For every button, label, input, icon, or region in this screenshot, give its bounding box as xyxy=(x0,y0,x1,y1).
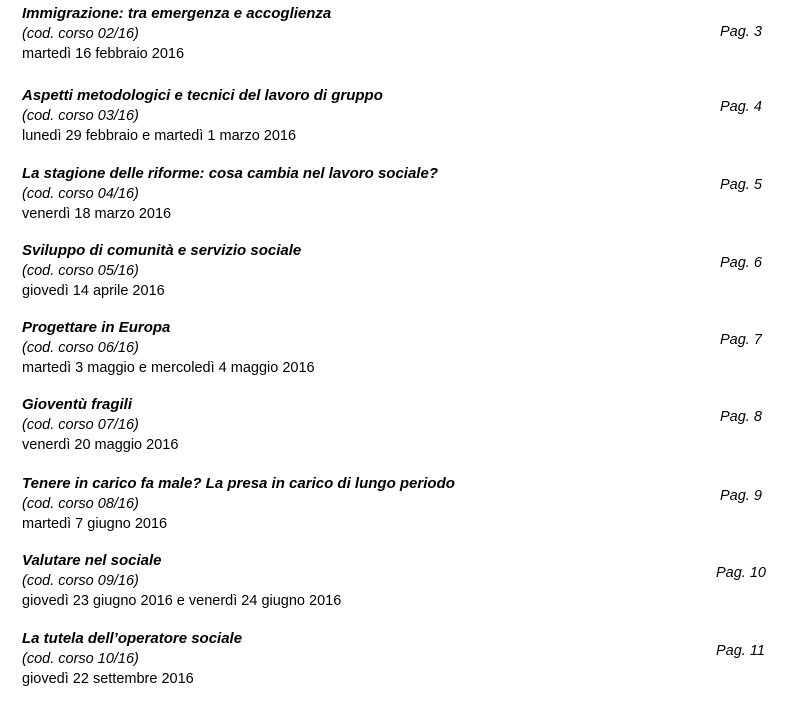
course-title: Gioventù fragili xyxy=(22,396,133,413)
page-reference: Pag. 5 xyxy=(720,177,762,193)
course-title: Valutare nel sociale xyxy=(22,552,162,569)
course-date: lunedì 29 febbraio e martedì 1 marzo 2016 xyxy=(22,128,297,144)
course-code: (cod. corso 02/16) xyxy=(22,26,139,42)
page-reference: Pag. 4 xyxy=(720,99,762,115)
course-title: Sviluppo di comunità e servizio sociale xyxy=(22,242,302,259)
course-code: (cod. corso 04/16) xyxy=(22,186,139,202)
page-reference: Pag. 10 xyxy=(716,565,766,581)
course-entry xyxy=(22,318,772,384)
page-reference: Pag. 9 xyxy=(720,488,762,504)
course-date: martedì 16 febbraio 2016 xyxy=(22,46,185,62)
course-entry xyxy=(22,474,772,540)
course-entry xyxy=(22,86,772,152)
course-entry xyxy=(22,551,772,617)
course-title: Tenere in carico fa male? La presa in carico di lungo periodo xyxy=(22,475,455,492)
course-title: Progettare in Europa xyxy=(22,319,171,336)
course-date: giovedì 14 aprile 2016 xyxy=(22,283,165,299)
page-reference: Pag. 6 xyxy=(720,255,762,271)
course-code: (cod. corso 10/16) xyxy=(22,651,139,667)
course-code: (cod. corso 09/16) xyxy=(22,573,139,589)
course-entry xyxy=(22,4,772,70)
course-date: giovedì 22 settembre 2016 xyxy=(22,671,194,687)
page-reference: Pag. 8 xyxy=(720,409,762,425)
course-title: La stagione delle riforme: cosa cambia nel lavoro sociale? xyxy=(22,165,438,182)
course-title: Immigrazione: tra emergenza e accoglienza xyxy=(22,5,332,22)
course-date: martedì 3 maggio e mercoledì 4 maggio 2016 xyxy=(22,360,315,376)
course-code: (cod. corso 06/16) xyxy=(22,340,139,356)
course-entry xyxy=(22,629,772,695)
course-title: La tutela dell’operatore sociale xyxy=(22,630,243,647)
page-reference: Pag. 11 xyxy=(716,643,765,659)
course-code: (cod. corso 03/16) xyxy=(22,108,139,124)
course-title: Aspetti metodologici e tecnici del lavoro di gruppo xyxy=(22,87,383,104)
course-date: venerdì 20 maggio 2016 xyxy=(22,437,179,453)
course-entry xyxy=(22,241,772,307)
page-reference: Pag. 7 xyxy=(720,332,762,348)
course-date: giovedì 23 giugno 2016 e venerdì 24 giugno 2016 xyxy=(22,593,342,609)
course-code: (cod. corso 07/16) xyxy=(22,417,139,433)
course-code: (cod. corso 05/16) xyxy=(22,263,139,279)
page-reference: Pag. 3 xyxy=(720,24,762,40)
course-entry xyxy=(22,395,772,461)
course-date: venerdì 18 marzo 2016 xyxy=(22,206,172,222)
course-code: (cod. corso 08/16) xyxy=(22,496,139,512)
course-date: martedì 7 giugno 2016 xyxy=(22,516,168,532)
course-entry xyxy=(22,164,772,230)
